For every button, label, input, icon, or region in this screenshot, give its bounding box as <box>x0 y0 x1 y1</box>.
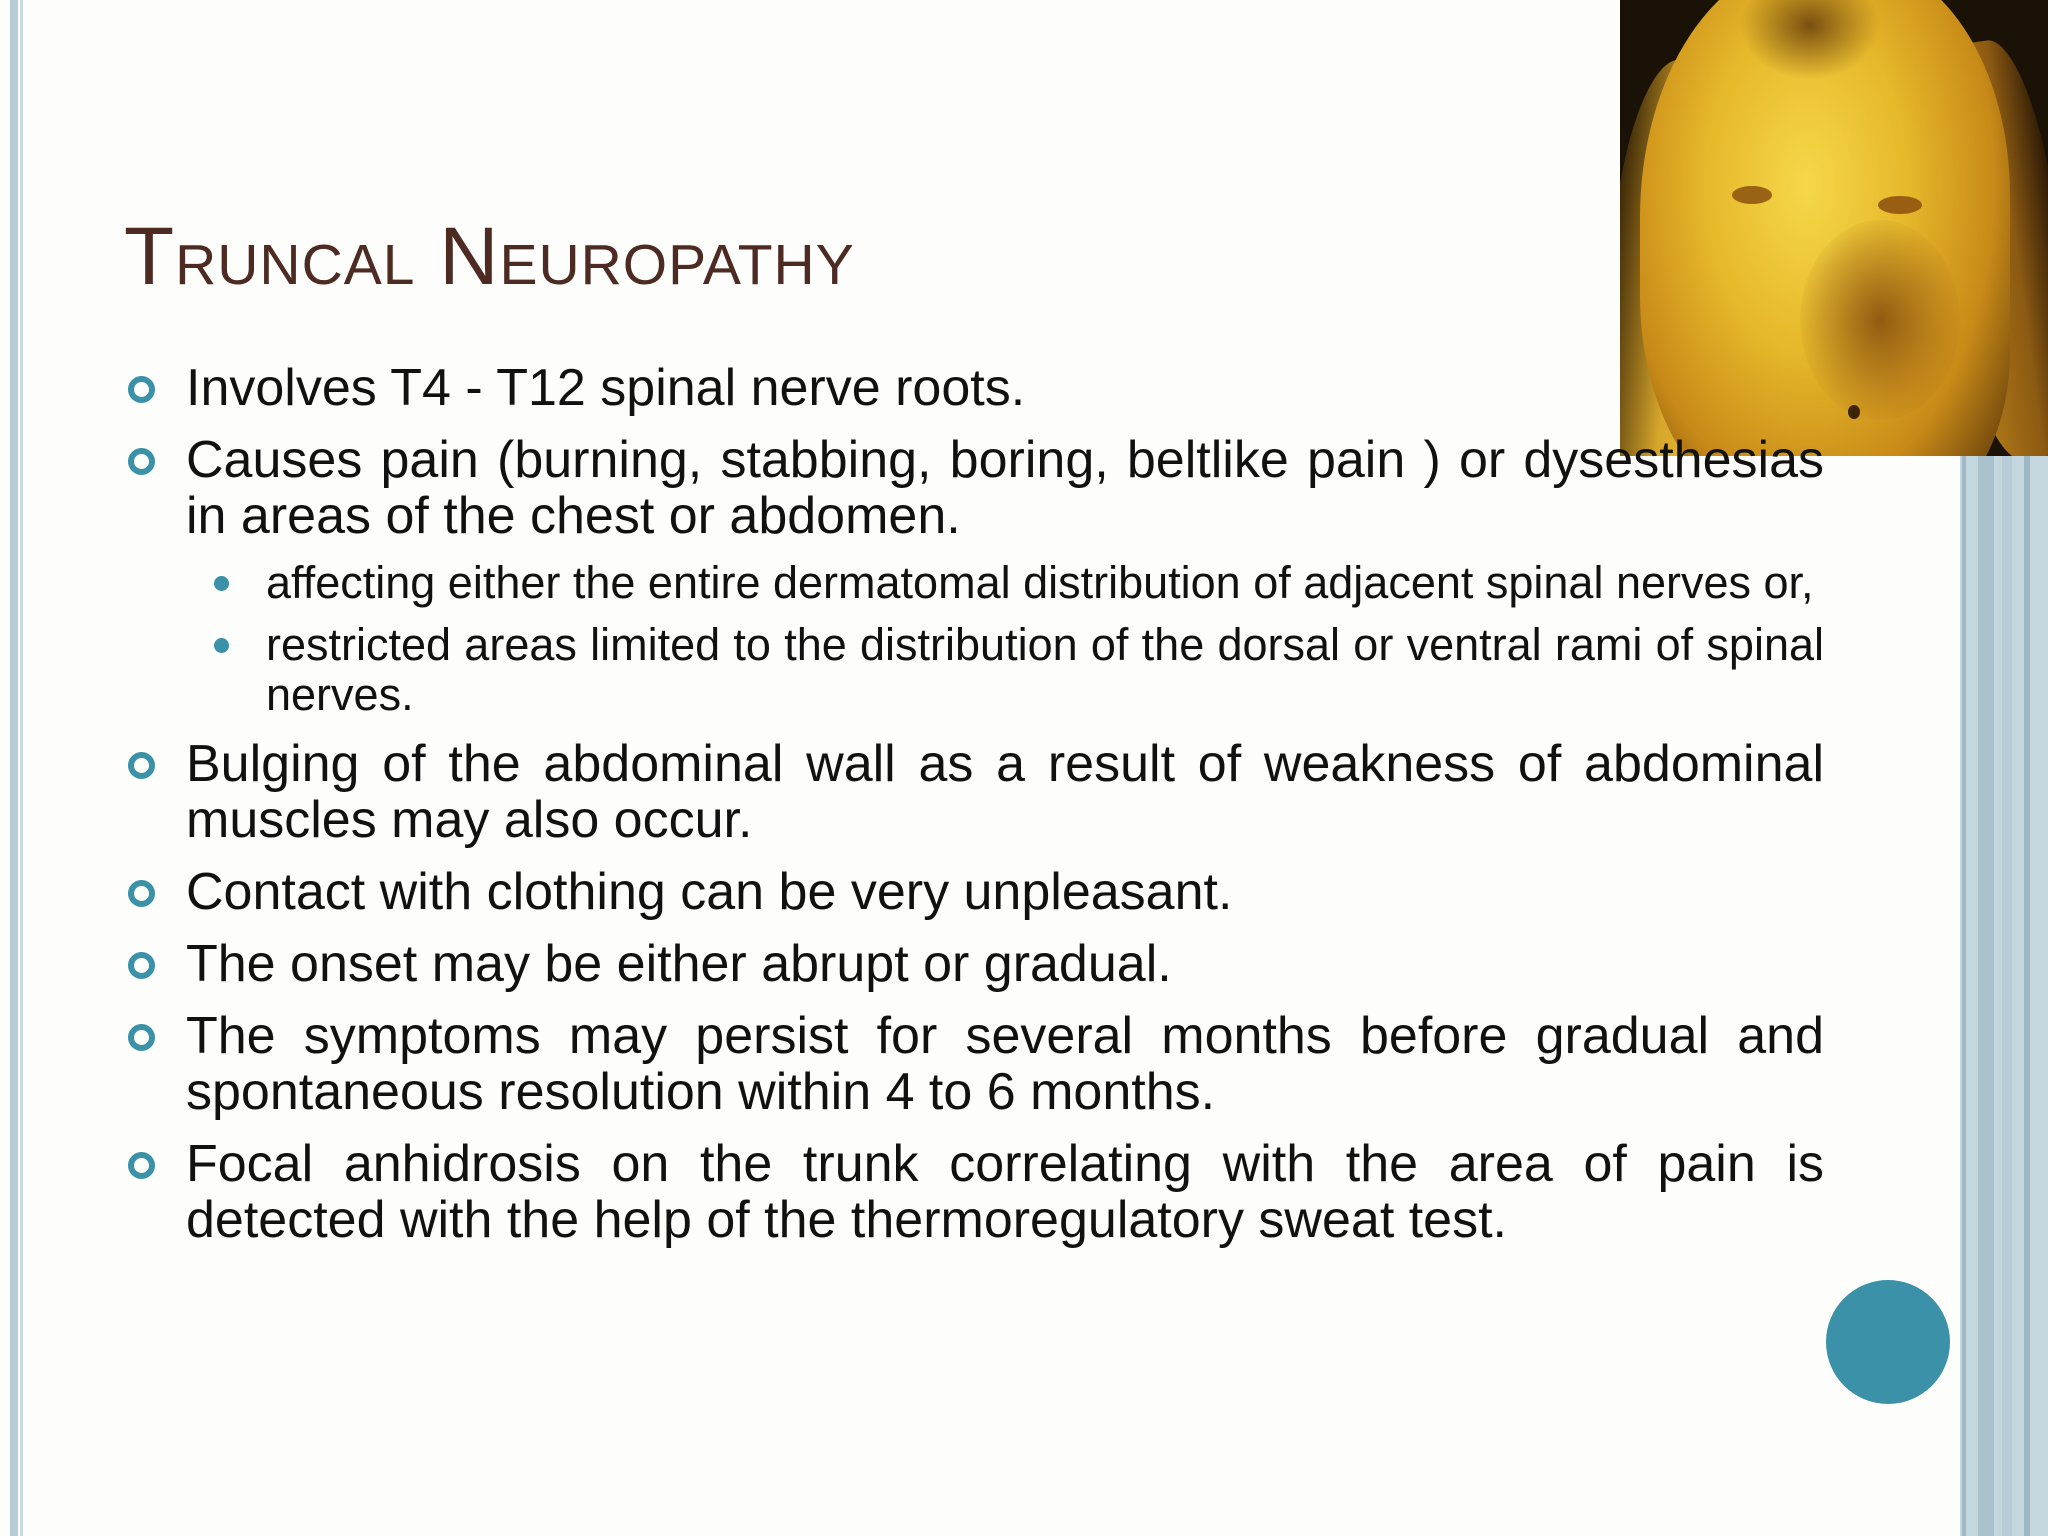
hollow-circle-bullet-icon <box>128 1152 155 1179</box>
bullet-text: The onset may be either abrupt or gradual. <box>186 935 1172 993</box>
sub-bullet-list <box>186 558 1824 720</box>
filled-dot-bullet-icon <box>214 576 229 591</box>
bullet-item <box>124 936 1824 992</box>
bullet-item <box>124 864 1824 920</box>
bullet-text: Contact with clothing can be very unpleasant. <box>186 863 1233 921</box>
bullet-item <box>124 360 1824 416</box>
bullet-text: Causes pain (burning, stabbing, boring, beltlike pain ) or dysesthesias in areas of the chest or abdomen. <box>186 431 1824 545</box>
bullet-item <box>124 1136 1824 1248</box>
filled-dot-bullet-icon <box>214 638 229 653</box>
photo-detail <box>1878 196 1922 214</box>
sub-bullet-text: affecting either the entire dermatomal distribution of adjacent spinal nerves or, <box>266 557 1814 608</box>
bullet-text: Focal anhidrosis on the trunk correlating with the area of pain is detected with the help of the thermoregulatory sweat test. <box>186 1135 1824 1249</box>
hollow-circle-bullet-icon <box>128 448 155 475</box>
photo-discoloration <box>1800 220 1960 420</box>
hollow-circle-bullet-icon <box>128 880 155 907</box>
sub-bullet-text: restricted areas limited to the distribution of the dorsal or ventral rami of spinal nerves. <box>266 619 1824 720</box>
bullet-list <box>124 360 1824 1248</box>
bullet-text: Involves T4 - T12 spinal nerve roots. <box>186 359 1026 417</box>
left-decorative-stripe-thin <box>20 0 23 1536</box>
bullet-text: Bulging of the abdominal wall as a result of weakness of abdominal muscles may also occur. <box>186 735 1824 849</box>
left-decorative-stripe <box>10 0 18 1536</box>
bullet-item <box>124 736 1824 848</box>
slide-title: Truncal Neuropathy <box>124 211 855 302</box>
bullet-item <box>124 432 1824 720</box>
hollow-circle-bullet-icon <box>128 952 155 979</box>
bullet-text: The symptoms may persist for several months before gradual and spontaneous resolution within 4 to 6 months. <box>186 1007 1824 1121</box>
sub-bullet-item <box>186 558 1824 608</box>
hollow-circle-bullet-icon <box>128 376 155 403</box>
slide-body <box>124 360 1824 1264</box>
photo-detail <box>1848 405 1860 419</box>
bullet-item <box>124 1008 1824 1120</box>
sub-bullet-item <box>186 620 1824 720</box>
hollow-circle-bullet-icon <box>128 1024 155 1051</box>
photo-detail <box>1732 186 1772 204</box>
decorative-teal-circle <box>1826 1280 1950 1404</box>
hollow-circle-bullet-icon <box>128 752 155 779</box>
